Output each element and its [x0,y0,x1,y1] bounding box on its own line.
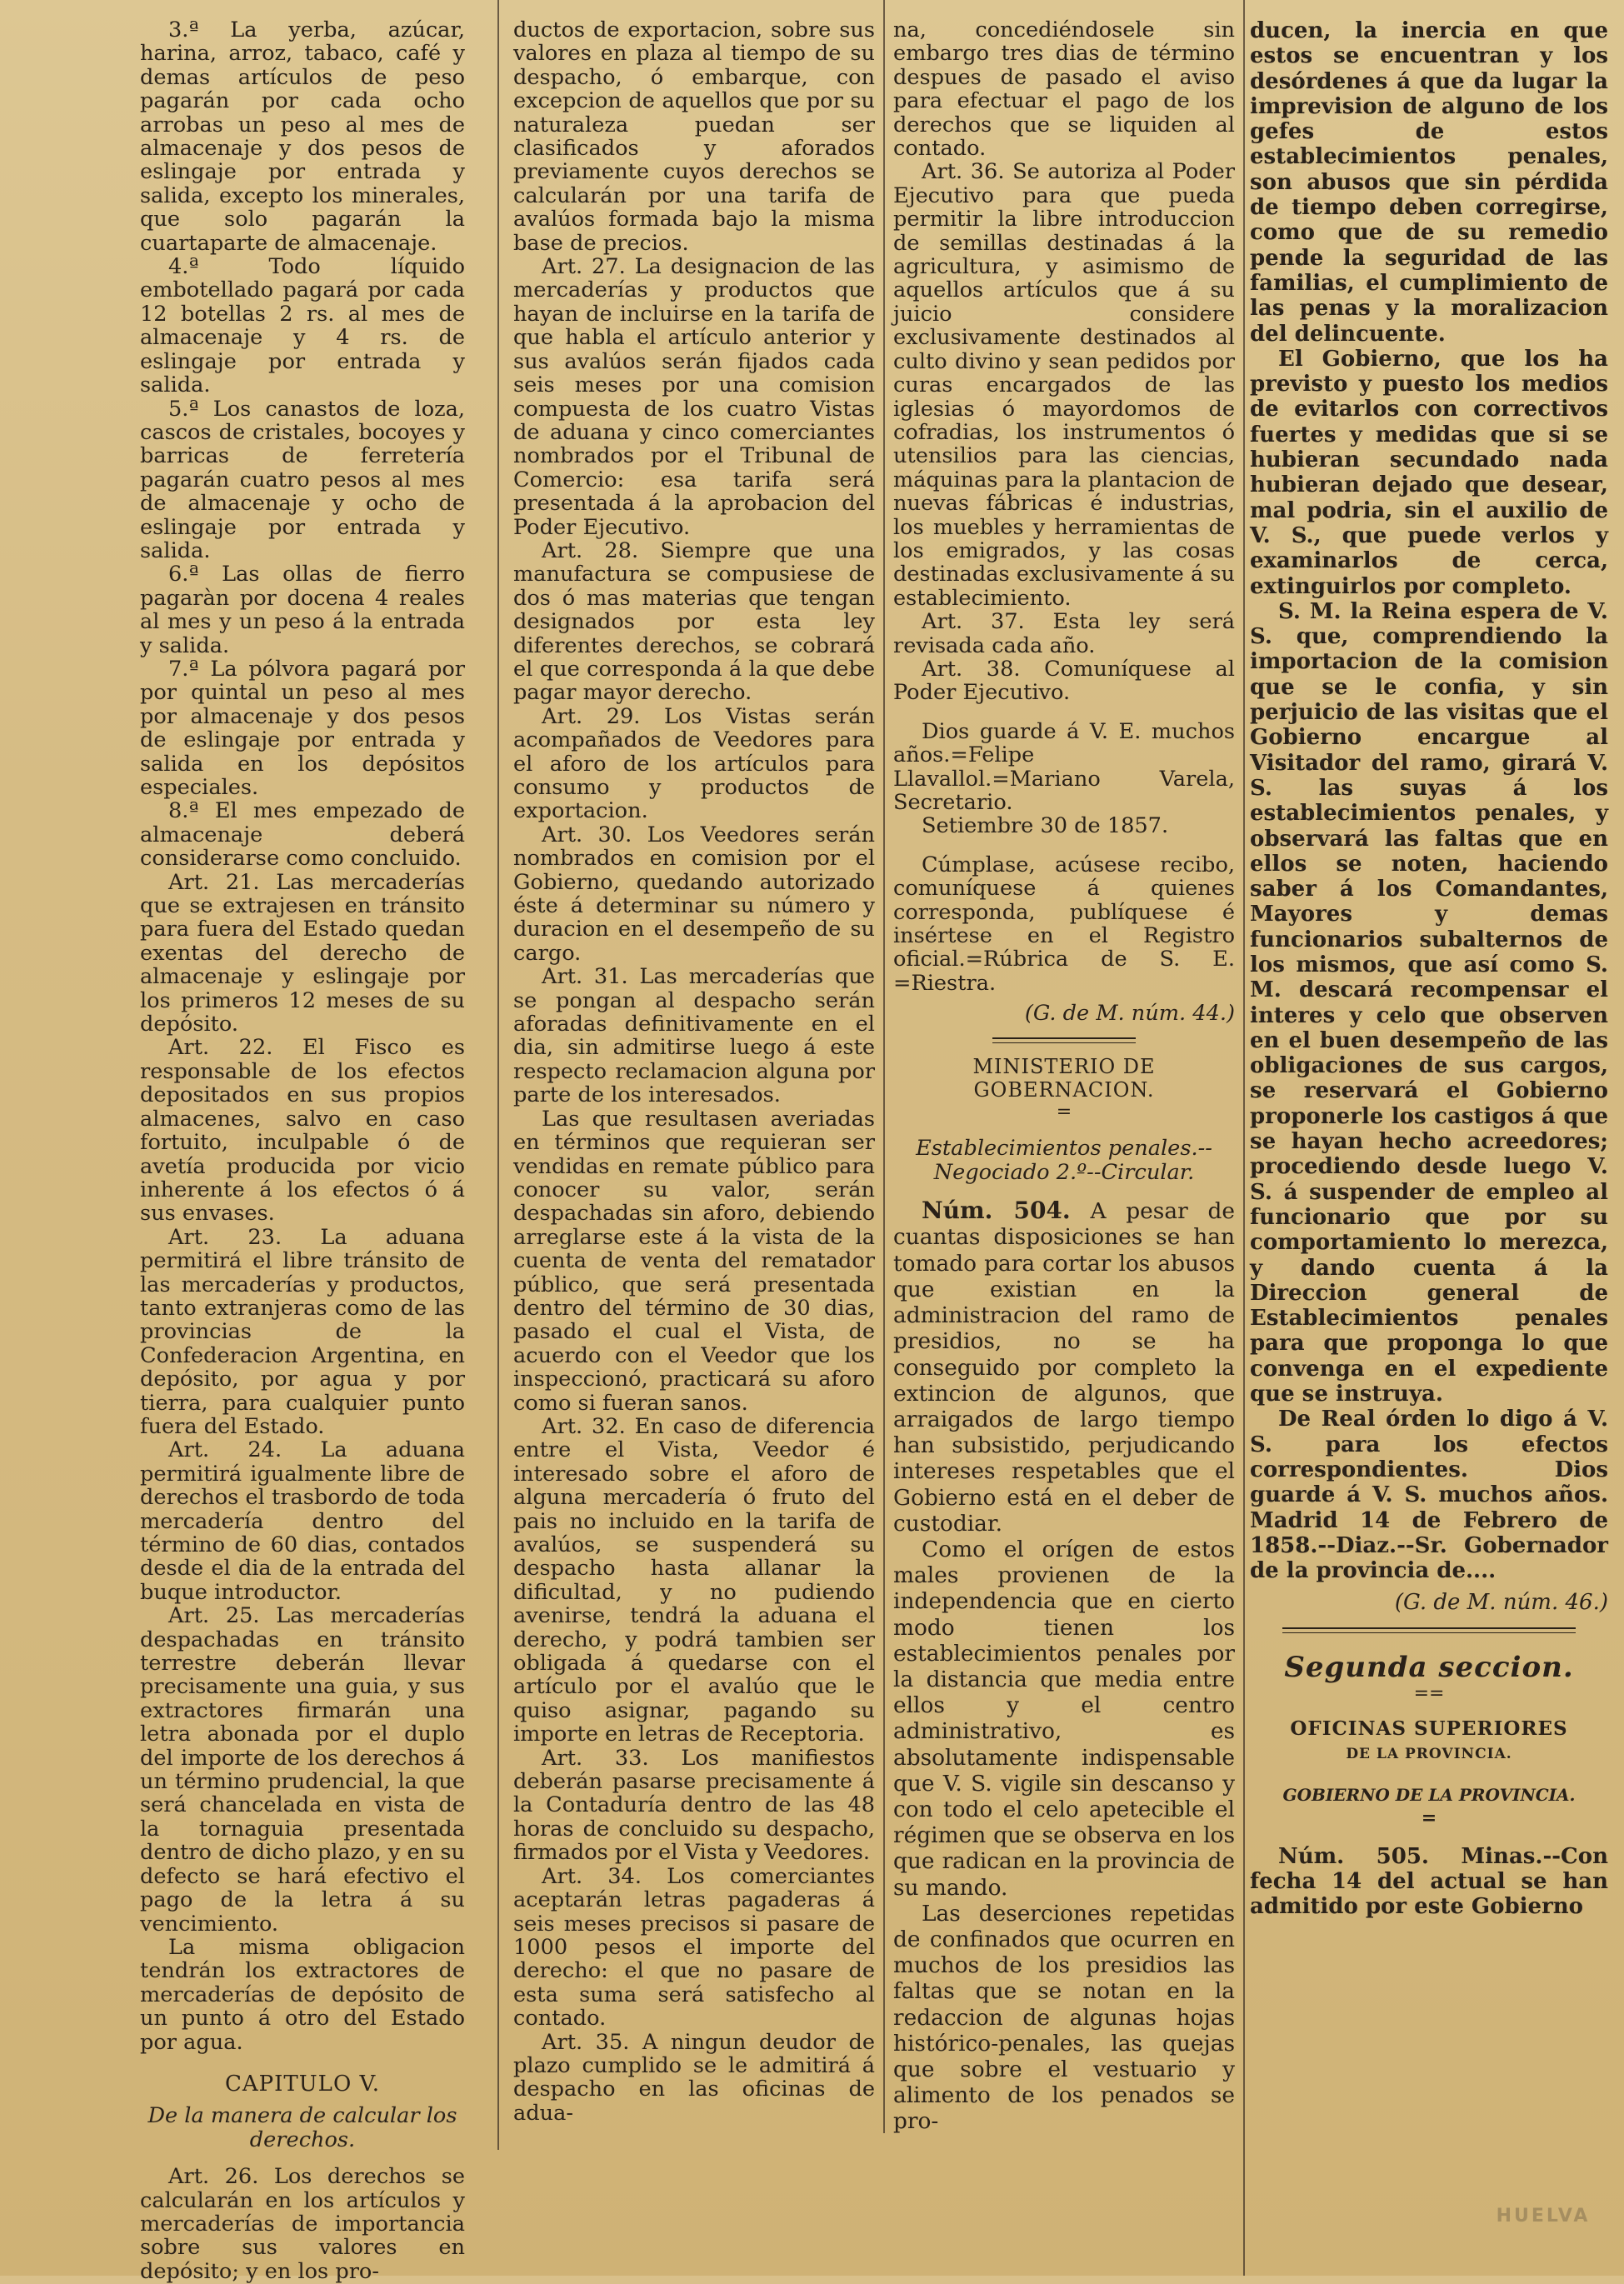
paragraph: El Gobierno, que los ha previsto y puesto los medios de evitarlos con correctivos fuertes y medidas que si se hubieran secundado nada hubieran dejado que desear, mal podria, sin el auxilio de V. S., que puede verlos y examinarlos de cerca, extinguirlos por completo. [1250,346,1608,599]
paragraph: Art. 38. Comuníquese al Poder Ejecutivo. [893,656,1235,706]
paragraph: Art. 27. La designacion de las mercaderías y productos que hayan de incluirse en la tarifa de que habla el artículo anterior y sus avalúos serán fijados cada seis meses por una comision compuesta de los cuatro Vistas de aduana y cinco comerciantes nombrados por el Tribunal de Comercio: esa tarifa será presentada á la aprobacion del Poder Ejecutivo. [513,254,875,540]
paragraph: 4.ª Todo líquido embotellado pagará por cada 12 botellas 2 rs. al mes de almacenaje y 4 rs. de eslingaje por entrada y salida. [140,254,465,398]
paragraph: 5.ª Los canastos de loza, cascos de cristales, bocoyes y barricas de ferretería pagarán cuatro pesos al mes de almacenaje y ocho de eslingaje por entrada y salida. [140,396,465,563]
stamp-text: HUELVA [1496,2205,1591,2227]
paragraph: Art. 21. Las mercaderías que se extrajesen en tránsito para fuera del Estado quedan exentas del derecho de almacenaje y eslingaje por los primeros 12 meses de su depósito. [140,869,465,1037]
divider-equals: = [1056,1102,1072,1123]
paragraph: Art. 26. Los derechos se calcularán en los artículos y mercaderías de importancia sobre sus valores en depósito; y en los pro- [140,2164,465,2284]
paragraph: Núm. 505. Minas.--Con fecha 14 del actual se han admitido por este Gobierno [1250,1843,1608,1920]
paragraph: ductos de exportacion, sobre sus valores en plaza al tiempo de su despacho, ó embarque, con excepcion de aquellos que por su naturaleza puedan ser clasificados y aforados previamente cuyos derechos se calcularán por una tarifa de avalúos formada bajo la misma base de precios. [513,17,875,256]
offices-heading: OFICINAS SUPERIORES [1290,1717,1568,1740]
paragraph: Art. 29. Los Vistas serán acompañados de Veedores para el aforo de los artículos para consumo y productos de exportacion. [513,703,875,824]
ministry-heading: MINISTERIO DE GOBERNACION. [972,1054,1156,1102]
paragraph: na, concediéndosele sin embargo tres dias de término despues de pasado el aviso para efectuar el pago de los derechos que se liquiden al contado. [893,17,1235,162]
paragraph: ducen, la inercia en que estos se encuentran y los desórdenes á que da lugar la imprevision de alguno de los gefes de estos establecimientos penales, son abusos que sin pérdida de tiempo deben corregirse, como que de su remedio pende la seguridad de las familias, el cumplimiento de las penas y la moralizacion del delincuente. [1250,18,1608,347]
paragraph: Art. 30. Los Veedores serán nombrados en comision por el Gobierno, quedando autorizado éste á determinar su número y duracion en el desempeño de su cargo. [513,822,875,966]
paragraph: Las deserciones repetidas de confinados que ocurren en muchos de los presidios las faltas que se notan en la redaccion de algunas hojas histórico-penales, las quejas que sobre el vestuario y alimento de los penados se pro- [893,1900,1235,2135]
divider-equals: == [1413,1683,1445,1704]
paragraph: Art. 22. El Fisco es responsable de los efectos depositados en sus propios almacenes, salvo en caso fortuito, inculpable ó de avetía producida por vicio inherente á los efectos ó á sus envases. [140,1035,465,1227]
paragraph: De Real órden lo digo á V. S. para los efectos correspondientes. Dios guarde á V. S. muchos años. Madrid 14 de Febrero de 1858.--Diaz.--Sr. Gobernador de la provincia de.... [1250,1407,1608,1584]
government-heading: GOBIERNO DE LA PROVINCIA. [1282,1784,1576,1805]
column-3 [893,18,1235,2260]
paragraph: 6.ª Las ollas de fierro pagaràn por docena 4 reales al mes y un peso á la entrada y salida. [140,562,465,658]
column-rule [883,0,885,2133]
paragraph: La misma obligacion tendrán los extractores de mercaderías de depósito de un punto á otro del Estado por agua. [140,1934,465,2055]
cumplase-paragraph: Cúmplase, acúsese recibo, comuníquese á quienes corresponda, publíquese é insértese en el Registro oficial.=Rúbrica de S. E. =Riestra. [893,852,1235,996]
paragraph: Art. 35. A ningun deudor de plazo cumplido se le admitirá á despacho en las oficinas de adua- [513,2029,875,2126]
paragraph: 8.ª El mes empezado de almacenaje deberá considerarse como concluido. [140,798,465,872]
source-ref: (G. de M. núm. 46.) [1394,1590,1608,1616]
library-stamp [1472,2166,1614,2266]
chapter-heading: CAPITULO V. [224,2071,381,2097]
decree-number: Núm. 504. [922,1197,1071,1225]
paragraph: Art. 32. En caso de diferencia entre el Vista, Veedor é interesado sobre el aforo de alguna mercadería ó fruto del pais no incluido en la tarifa de avalúos, se suspenderá su despacho hasta allanar la dificultad, y no pudiendo avenirse, tendrá la aduana el derecho, y podrá tambien ser obligada á quedarse con el artículo por el avalúo que le quiso asignar, pagando su importe en letras de Receptoria. [513,1413,875,1747]
paragraph: Art. 31. Las mercaderías que se pongan al despacho serán aforadas definitivamente en el dia, sin admitirse luego á este respecto reclamacion alguna por parte de los interesados. [513,964,875,1108]
paragraph: Art. 33. Los manifiestos deberán pasarse precisamente á la Contaduría dentro de las 48 horas de concluido su despacho, firmados por el Vista y Veedores. [513,1745,875,1866]
paragraph: Art. 28. Siempre que una manufactura se compusiese de dos ó mas materias que tengan designados por esta ley diferentes derechos, se cobrará el que corresponda á la que debe pagar mayor derecho. [513,537,875,706]
divider-equals: = [1421,1807,1437,1829]
paragraph: Las que resultasen averiadas en términos que requieran ser vendidas en remate público para conocer su valor, serán despachadas sin aforo, debiendo arreglarse este á la vista de la cuenta de venta del rematador público, que será presentada dentro del término de 30 dias, pasado el cual el Vista, de acuerdo con el Veedor que los inspeccionó, practicará su aforo como si fueran sanos. [513,1106,875,1416]
section-rule [1282,1627,1577,1633]
paragraph: Art. 37. Esta ley será revisada cada año. [893,609,1235,658]
chapter-subtitle: De la manera de calcular los derechos. [147,2103,457,2152]
paragraph: Art. 23. La aduana permitirá el libre tránsito de las mercaderías y productos, tanto extranjeras como de las provincias de la Confederacion Argentina, en depósito, por agua y por tierra, para cualquier punto fuera del Estado. [140,1224,465,1439]
column-rule [497,0,499,2150]
column-rule [1243,0,1245,2276]
section-rule [992,1037,1136,1043]
paragraph: 7.ª La pólvora pagará por por quintal un peso al mes por almacenaje y dos pesos de eslingaje por entrada y salida en los depósitos especiales. [140,656,465,800]
column-4 [1250,18,1608,2260]
offices-subheading: DE LA PROVINCIA. [1346,1746,1512,1763]
section-heading: Segunda seccion. [1284,1650,1574,1684]
subject-line: Establecimientos penales.--Negociado 2.º--Circular. [916,1136,1212,1185]
paragraph: 3.ª La yerba, azúcar, harina, arroz, tabaco, café y demas artículos de peso pagarán por cada ocho arrobas un peso al mes de almacenaje y dos pesos de eslingaje por entrada y salida, excepto los minerales, que solo pagarán la cuartaparte de almacenaje. [140,17,465,256]
paragraph: Art. 24. La aduana permitirá igualmente libre de derechos el trasbordo de toda mercadería dentro del término de 60 dias, contados desde el dia de la entrada del buque introductor. [140,1437,465,1605]
salutation: Dios guarde á V. E. muchos años.=Felipe Llavallol.=Mariano Varela, Secretario. [893,718,1235,815]
paragraph: A pesar de cuantas disposiciones se han tomado para cortar los abusos que existian en la administracion del ramo de presidios, no se ha conseguido por completo la extincion de algunos, que arraigados de largo tiempo han subsistido, perjudicando intereses respetables que el Gobierno está en el deber de custodiar. [893,1198,1235,1537]
paragraph: Art. 36. Se autoriza al Poder Ejecutivo para que pueda permitir la libre introduccion de semillas destinadas á la agricultura, y asimismo de aquellos artículos que á su juicio considere exclusivamente destinados al culto divino y sean pedidos por curas encargados de las iglesias ó mayordomos de cofradias, los instrumentos ó utensilios para las ciencias, máquinas para la plantacion de nuevas fábricas é industrias, los muebles y herramientas de los emigrados, y las cosas destinadas exclusivamente á su establecimiento. [893,159,1235,611]
paragraph: Art. 25. Las mercaderías despachadas en tránsito terrestre deberán llevar precisamente una guia, y sus extractores firmarán una letra abonada por el duplo del importe de los derechos á un término prudencial, la que será chancelada en vista de la tornaguia presentada dentro de dicho plazo, y en su defecto se hará efectivo el pago de la letra á su vencimiento. [140,1603,465,1937]
source-ref: (G. de M. núm. 44.) [1024,1001,1235,1027]
column-2 [513,18,875,2260]
paragraph: S. M. la Reina espera de V. S. que, comprendiendo la importacion de la comision que se le confia, y sin perjuicio de las visitas que el Gobierno encargue al Visitador del ramo, girará V. S. las suyas á los establecimientos penales, y observará las faltas que en ellos se noten, haciendo saber á los Comandantes, Mayores y demas funcionarios subalternos de los mismos, que así como S. M. descará recompensar el interes y celo que observen en el buen desempeño de las obligaciones de sus cargos, se reservará el Gobierno proponerle los castigos á que se hayan hecho acreedores; procediendo desde luego V. S. á suspender de empleo al funcionario que por su comportamiento lo merezca, y dando cuenta á la Direccion general de Establecimientos penales para que proponga lo que convenga en el expediente que se instruya. [1250,598,1608,1407]
paragraph: Art. 34. Los comerciantes aceptarán letras pagaderas á seis meses precisos si pasare de 1000 pesos el importe del derecho: el que no pasare de esta suma será satisfecho al contado. [513,1863,875,2032]
column-1 [140,17,465,2284]
date-line: Setiembre 30 de 1857. [922,813,1169,839]
paragraph: Como el orígen de estos males provienen de la independencia que en cierto modo tienen los establecimientos penales por la distancia que media entre ellos y el centro administrativo, es absolutamente indispensable que V. S. vigile sin descanso y con todo el celo apetecible el régimen que se observa en los que radican en la provincia de su mando. [893,1536,1235,1901]
